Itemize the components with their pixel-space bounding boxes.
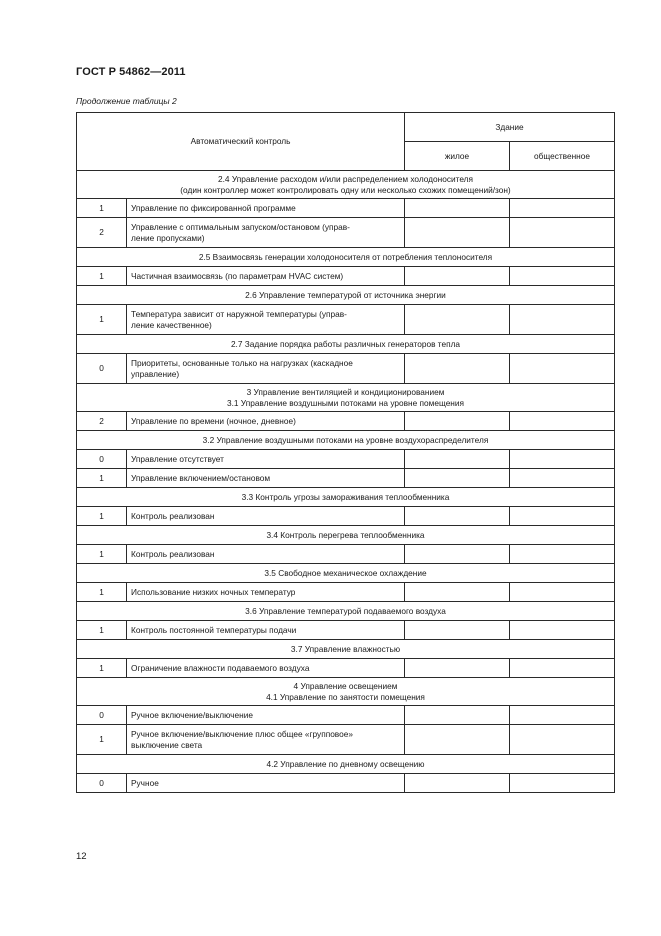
section-heading — [77, 602, 615, 621]
section-heading — [77, 431, 615, 450]
table-caption: Продолжение таблицы 2 — [76, 96, 177, 106]
section-heading — [77, 755, 615, 774]
table-row — [77, 450, 615, 469]
table-row — [77, 706, 615, 725]
row-description — [127, 305, 405, 335]
residential-cell — [405, 706, 510, 725]
residential-cell — [405, 774, 510, 793]
public-cell — [510, 354, 615, 384]
section-heading-row — [77, 431, 615, 450]
section-heading-line: 3.5 Свободное механическое охлаждение — [264, 567, 427, 578]
row-description — [127, 450, 405, 469]
section-heading — [77, 248, 615, 267]
public-cell — [510, 583, 615, 602]
public-cell — [510, 199, 615, 218]
row-description-line: Ручное включение/выключение — [131, 709, 253, 720]
row-description-line: Контроль постоянной температуры подачи — [131, 624, 297, 635]
residential-cell — [405, 354, 510, 384]
header-building: Здание — [405, 113, 615, 142]
row-description — [127, 659, 405, 678]
document-code: ГОСТ Р 54862—2011 — [76, 66, 186, 78]
public-cell — [510, 267, 615, 286]
section-heading-row — [77, 384, 615, 412]
page-number: 12 — [76, 851, 87, 862]
row-level: 1 — [77, 199, 127, 218]
row-level: 1 — [77, 507, 127, 526]
row-level: 1 — [77, 659, 127, 678]
section-heading-line: 2.7 Задание порядка работы различных генераторов тепла — [230, 338, 461, 349]
public-cell — [510, 412, 615, 431]
row-description-line: Использование низких ночных температур — [131, 586, 296, 597]
section-heading-line: 3 Управление вентиляцией и кондиционированием — [246, 386, 445, 397]
row-level: 1 — [77, 469, 127, 488]
row-description — [127, 354, 405, 384]
header-residential: жилое — [405, 142, 510, 171]
section-heading-line: 4 Управление освещением — [293, 680, 398, 691]
header-public: общественное — [510, 142, 615, 171]
section-heading-line: 3.1 Управление воздушными потоками на уровне помещения — [226, 397, 465, 408]
row-description — [127, 199, 405, 218]
residential-cell — [405, 545, 510, 564]
section-heading-line: 3.2 Управление воздушными потоками на уровне воздухораспределителя — [202, 434, 489, 445]
section-heading-row — [77, 171, 615, 199]
section-heading — [77, 564, 615, 583]
row-description — [127, 469, 405, 488]
residential-cell — [405, 450, 510, 469]
public-cell — [510, 469, 615, 488]
table-row — [77, 218, 615, 248]
row-level: 1 — [77, 305, 127, 335]
row-level: 1 — [77, 545, 127, 564]
row-description — [127, 583, 405, 602]
row-description-line: Управление по времени (ночное, дневное) — [131, 415, 296, 426]
section-heading — [77, 526, 615, 545]
residential-cell — [405, 583, 510, 602]
public-cell — [510, 621, 615, 640]
section-heading-row — [77, 640, 615, 659]
residential-cell — [405, 469, 510, 488]
table-row — [77, 774, 615, 793]
section-heading — [77, 335, 615, 354]
public-cell — [510, 450, 615, 469]
public-cell — [510, 507, 615, 526]
section-heading-line: (один контроллер может контролировать одну или несколько схожих помещений/зон) — [180, 184, 511, 195]
residential-cell — [405, 412, 510, 431]
section-heading — [77, 384, 615, 412]
row-description-line: Ручное включение/выключение плюс общее «групповое» — [131, 728, 353, 739]
public-cell — [510, 725, 615, 755]
table-row — [77, 199, 615, 218]
section-heading — [77, 286, 615, 305]
row-description — [127, 507, 405, 526]
section-heading-line: 3.7 Управление влажностью — [290, 643, 401, 654]
row-level: 1 — [77, 621, 127, 640]
row-level: 2 — [77, 218, 127, 248]
row-level: 0 — [77, 354, 127, 384]
residential-cell — [405, 725, 510, 755]
row-description — [127, 218, 405, 248]
table-row — [77, 354, 615, 384]
section-heading-row — [77, 678, 615, 706]
section-heading — [77, 678, 615, 706]
residential-cell — [405, 621, 510, 640]
row-description — [127, 267, 405, 286]
public-cell — [510, 706, 615, 725]
residential-cell — [405, 199, 510, 218]
table-row — [77, 545, 615, 564]
row-description-line: управление) — [131, 368, 180, 379]
section-heading-line: 3.6 Управление температурой подаваемого воздуха — [245, 605, 446, 616]
section-heading-line: 3.3 Контроль угрозы замораживания теплообменника — [241, 491, 450, 502]
row-description-line: выключение света — [131, 739, 203, 750]
row-description-line: Управление по фиксированной программе — [131, 202, 296, 213]
table-row — [77, 725, 615, 755]
row-description-line: Управление включением/остановом — [131, 472, 271, 483]
section-heading-line: 4.2 Управление по дневному освещению — [266, 758, 425, 769]
residential-cell — [405, 659, 510, 678]
row-level: 1 — [77, 267, 127, 286]
control-table — [76, 112, 615, 793]
public-cell — [510, 218, 615, 248]
row-description-line: Контроль реализован — [131, 548, 215, 559]
section-heading — [77, 640, 615, 659]
row-description — [127, 725, 405, 755]
row-description — [127, 412, 405, 431]
section-heading-line: 2.6 Управление температурой от источника энергии — [245, 289, 446, 300]
public-cell — [510, 659, 615, 678]
section-heading — [77, 171, 615, 199]
header-automatic-control: Автоматический контроль — [77, 113, 405, 171]
row-description — [127, 621, 405, 640]
row-level: 1 — [77, 583, 127, 602]
table-row — [77, 583, 615, 602]
table-row — [77, 305, 615, 335]
section-heading-row — [77, 564, 615, 583]
section-heading-row — [77, 488, 615, 507]
row-description-line: Контроль реализован — [131, 510, 215, 521]
row-level: 2 — [77, 412, 127, 431]
row-description — [127, 706, 405, 725]
table-row — [77, 412, 615, 431]
public-cell — [510, 305, 615, 335]
table-row — [77, 659, 615, 678]
row-description-line: Приоритеты, основанные только на нагрузках (каскадное — [131, 357, 353, 368]
row-description-line: Ручное — [131, 777, 159, 788]
row-description-line: Температура зависит от наружной температуры (управ- — [131, 308, 347, 319]
row-level: 0 — [77, 450, 127, 469]
public-cell — [510, 774, 615, 793]
section-heading-line: 2.4 Управление расходом и/или распределением холодоносителя — [217, 173, 473, 184]
row-description — [127, 774, 405, 793]
section-heading-row — [77, 526, 615, 545]
row-level: 1 — [77, 725, 127, 755]
section-heading-line: 3.4 Контроль перегрева теплообменника — [266, 529, 425, 540]
row-description-line: ление пропусками) — [131, 232, 205, 243]
section-heading-row — [77, 335, 615, 354]
residential-cell — [405, 218, 510, 248]
residential-cell — [405, 507, 510, 526]
section-heading-row — [77, 248, 615, 267]
table-row — [77, 469, 615, 488]
section-heading — [77, 488, 615, 507]
row-description-line: Частичная взаимосвязь (по параметрам HVAC систем) — [131, 270, 344, 281]
residential-cell — [405, 305, 510, 335]
row-description — [127, 545, 405, 564]
section-heading-line: 4.1 Управление по занятости помещения — [266, 691, 425, 702]
section-heading-row — [77, 602, 615, 621]
row-level: 0 — [77, 774, 127, 793]
row-description-line: Ограничение влажности подаваемого воздуха — [131, 662, 310, 673]
section-heading-row — [77, 286, 615, 305]
table-row — [77, 507, 615, 526]
row-description-line: Управление с оптимальным запуском/остановом (управ- — [131, 221, 350, 232]
row-description-line: ление качественное) — [131, 319, 212, 330]
table-row — [77, 267, 615, 286]
section-heading-row — [77, 755, 615, 774]
public-cell — [510, 545, 615, 564]
row-level: 0 — [77, 706, 127, 725]
section-heading-line: 2.5 Взаимосвязь генерации холодоносителя от потребления теплоносителя — [198, 251, 493, 262]
residential-cell — [405, 267, 510, 286]
table-row — [77, 621, 615, 640]
row-description-line: Управление отсутствует — [131, 453, 224, 464]
